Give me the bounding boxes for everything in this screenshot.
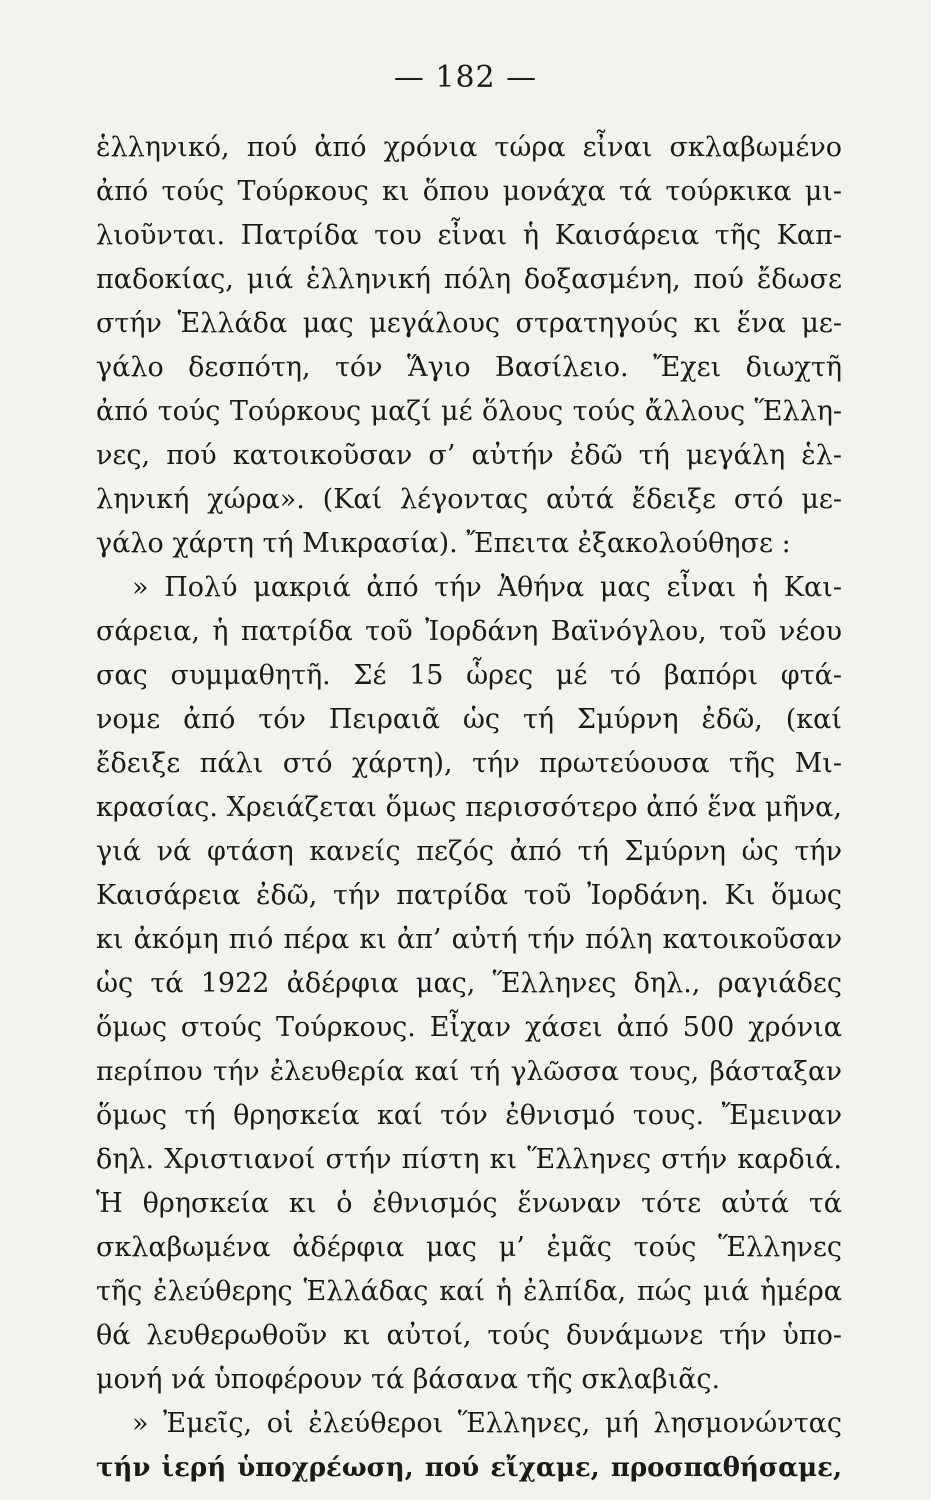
text-line: στήν Ἑλλάδα μας μεγάλους στρατηγούς κι ἕνα με- [96, 308, 842, 339]
text-line: Καισάρεια ἐδῶ, τήν πατρίδα τοῦ Ἰορδάνη. Κι ὅμως [96, 880, 842, 911]
text-line: σκλαβωμένα ἀδέρφια μας μ’ ἐμᾶς τούς Ἕλληνες [96, 1232, 842, 1263]
text-line: Ἡ θρησκεία κι ὁ ἐθνισμός ἕνωναν τότε αὐτά τά [96, 1188, 842, 1219]
text-line: ληνική χώρα». (Καί λέγοντας αὐτά ἔδειξε στό με- [96, 484, 842, 515]
text-line: ὅμως τή θρησκεία καί τόν ἐθνισμό τους. Ἔμειναν [96, 1100, 842, 1131]
text-line: » Ἐμεῖς, οἱ ἐλεύθεροι Ἕλληνες, μή λησμονώντας [132, 1408, 842, 1439]
body-text [96, 126, 842, 1490]
text-line: σας συμμαθητῆ. Σέ 15 ὧρες μέ τό βαπόρι φτά- [96, 660, 842, 691]
text-line: νες, πού κατοικοῦσαν σ’ αὐτήν ἐδῶ τή μεγάλη ἑλ- [96, 440, 842, 471]
text-line: ἑλληνικό, πού ἀπό χρόνια τώρα εἶναι σκλαβωμένο [96, 132, 842, 163]
text-line: νομε ἀπό τόν Πειραιᾶ ὡς τή Σμύρνη ἐδῶ, (καί [96, 704, 842, 735]
text-line: κι ἀκόμη πιό πέρα κι ἀπ’ αὐτή τήν πόλη κατοικοῦσαν [96, 924, 842, 955]
text-line: » Πολύ μακριά ἀπό τήν Ἀθήνα μας εἶναι ἡ Και- [132, 572, 842, 603]
text-line: γιά νά φτάση κανείς πεζός ἀπό τή Σμύρνη ὡς τήν [96, 836, 842, 867]
text-line: δηλ. Χριστιανοί στήν πίστη κι Ἕλληνες στήν καρδιά. [96, 1144, 842, 1175]
text-line: ἀπό τούς Τούρκους μαζί μέ ὅλους τούς ἄλλους Ἕλλη- [96, 396, 842, 427]
text-line: παδοκίας, μιά ἑλληνική πόλη δοξασμένη, πού ἔδωσε [96, 264, 842, 295]
text-line: θά λευθερωθοῦν κι αὐτοί, τούς δυνάμωνε τήν ὑπο- [96, 1320, 842, 1351]
text-line: ἀπό τούς Τούρκους κι ὅπου μονάχα τά τούρκικα μι- [96, 176, 842, 207]
text-line: τῆς ἐλεύθερης Ἑλλάδας καί ἡ ἐλπίδα, πώς μιά ἡμέρα [96, 1276, 842, 1307]
text-line: κρασίας. Χρειάζεται ὅμως περισσότερο ἀπό ἕνα μῆνα, [96, 792, 842, 823]
text-line: περίπου τήν ἐλευθερία καί τή γλῶσσα τους, βάσταξαν [96, 1056, 842, 1087]
page-number: — 182 — [393, 60, 538, 95]
text-line: λιοῦνται. Πατρίδα του εἶναι ἡ Καισάρεια τῆς Καπ- [96, 220, 842, 251]
text-line: τήν ἱερή ὑποχρέωση, πού εἴχαμε, προσπαθήσαμε, [96, 1453, 842, 1483]
text-line: γάλο χάρτη τή Μικρασία). Ἔπειτα ἐξακολούθησε : [96, 528, 791, 559]
text-line: σάρεια, ἡ πατρίδα τοῦ Ἰορδάνη Βαϊνόγλου, τοῦ νέου [96, 616, 842, 647]
text-line: μονή νά ὑποφέρουν τά βάσανα τῆς σκλαβιᾶς. [96, 1364, 721, 1395]
text-line: ὅμως στούς Τούρκους. Εἶχαν χάσει ἀπό 500 χρόνια [96, 1012, 842, 1043]
text-line: ἔδειξε πάλι στό χάρτη), τήν πρωτεύουσα τῆς Μι- [96, 748, 842, 779]
text-line: ὡς τά 1922 ἀδέρφια μας, Ἕλληνες δηλ., ραγιάδες [96, 968, 842, 999]
text-line: γάλο δεσπότη, τόν Ἅγιο Βασίλειο. Ἔχει διωχτῆ [96, 352, 842, 383]
